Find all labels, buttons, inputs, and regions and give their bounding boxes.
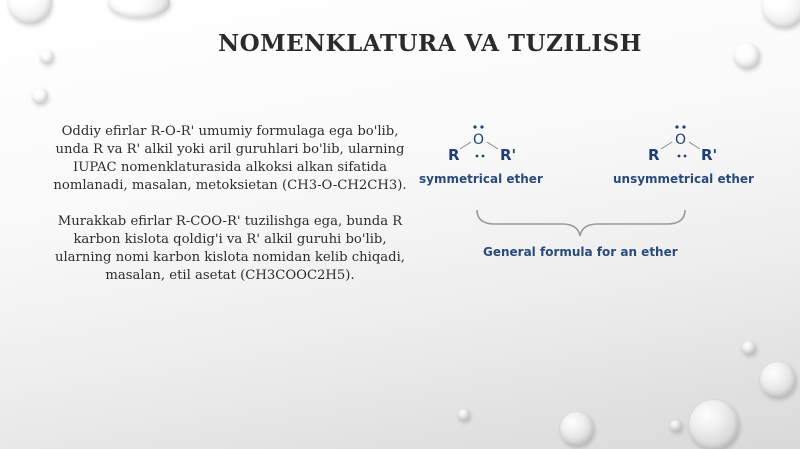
paragraph-simple-ethers: Oddiy efirlar R-O-R' umumiy formulaga ega bo'lib, unda R va R' alkil yoki aril guruhlari bo'lib, ularning IUPAC nomenklaturasida alkoksi alkan sifatida nomlanadi, masalan, metoksietan (CH3-O-CH2CH3). <box>53 124 407 193</box>
symmetrical-ether-structure <box>419 125 543 186</box>
unsymmetrical-ether-structure <box>613 125 754 186</box>
water-droplet-decoration <box>734 43 760 69</box>
bond-line <box>661 142 672 149</box>
water-droplet-decoration <box>689 400 739 449</box>
oxygen-atom: O <box>675 132 687 148</box>
r-prime-group: R' <box>701 146 718 164</box>
symmetrical-ether-label: symmetrical ether <box>419 172 543 186</box>
lone-pair-dot <box>482 155 485 158</box>
paragraph-esters: Murakkab efirlar R-COO-R' tuzilishga ega, bunda R karbon kislota qoldig'i va R' alkil guruhi bo'lib, ularning nomi karbon kislota nomidan kelib chiqadi, masalan, etil asetat (CH3COOC2H5). <box>54 214 406 283</box>
general-formula-label: General formula for an ether <box>483 245 678 259</box>
lone-pair-dot <box>480 125 483 128</box>
ether-diagram <box>415 120 790 270</box>
lone-pair-dot <box>473 125 476 128</box>
water-droplet-decoration <box>760 362 796 398</box>
bond-line <box>460 142 471 149</box>
unsymmetrical-ether-label: unsymmetrical ether <box>613 172 754 186</box>
r-prime-group: R' <box>500 146 517 164</box>
lone-pair-dot <box>678 155 681 158</box>
water-droplet-decoration <box>670 420 682 432</box>
lone-pair-dot <box>675 125 678 128</box>
r-group: R <box>648 146 660 164</box>
water-droplet-decoration <box>40 50 54 64</box>
lone-pair-dot <box>476 155 479 158</box>
r-group: R <box>448 146 460 164</box>
bond-line <box>689 142 700 149</box>
lone-pair-dot <box>684 155 687 158</box>
curly-brace <box>477 210 685 236</box>
ether-formula-figure <box>415 120 790 270</box>
body-text <box>52 123 408 303</box>
lone-pair-dot <box>682 125 685 128</box>
water-droplet-decoration <box>458 409 470 421</box>
water-droplet-decoration <box>560 412 594 446</box>
water-droplet-decoration <box>8 0 52 24</box>
oxygen-atom: O <box>473 132 485 148</box>
water-droplet-decoration <box>108 0 170 18</box>
slide-title: NOMENKLATURA VA TUZILISH <box>218 30 642 57</box>
water-droplet-decoration <box>762 0 800 28</box>
water-droplet-decoration <box>742 341 756 355</box>
bond-line <box>487 142 498 149</box>
water-droplet-decoration <box>32 88 48 104</box>
